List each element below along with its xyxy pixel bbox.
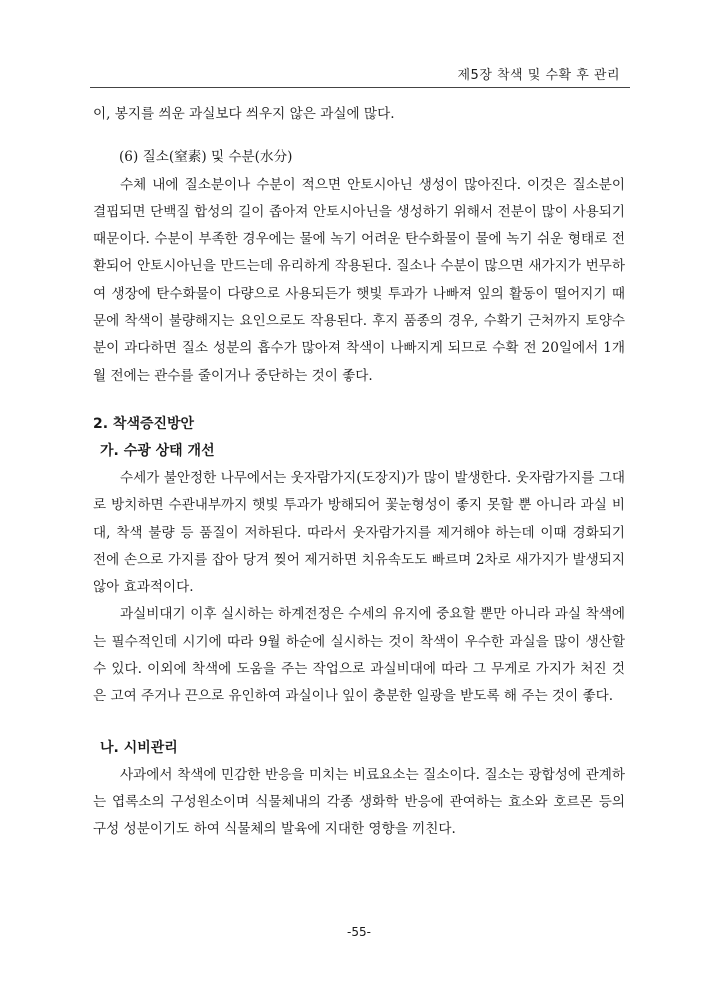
- item-ga-paragraph-2: 과실비대기 이후 실시하는 하계전정은 수세의 유지에 중요할 뿐만 아니라 과실 착색에는 필수적인데 시기에 따라 9월 하순에 실시하는 것이 착색이 우수한 과실을 많이 생산할 수 있다. 이외에 착색에 도움을 주는 작업으로 과실비대에 따라 그 무게로 가지가 처진 것은 고여 주거나 끈으로 유인하여 과실이나 잎이 충분한 일광을 받도록 해 주는 것이 좋다.: [93, 606, 625, 705]
- nitrogen-water-paragraph: 수체 내에 질소분이나 수분이 적으면 안토시아닌 생성이 많아진다. 이것은 질소분이 결핍되면 단백질 합성의 길이 좁아져 안토시아닌을 생성하기 위해서 전분이 많이 사용되기 때문이다. 수분이 부족한 경우에는 물에 녹기 어려운 탄수화물이 물에 녹기 쉬운 형태로 전환되어 안토시아닌을 만드는데 유리하게 작용된다. 질소나 수분이 많으면 새가지가 번무하여 생장에 탄수화물이 다량으로 사용되든가 햇빛 투과가 나빠져 잎의 활동이 떨어지기 때문에 착색이 불량해지는 요인으로도 작용된다. 후지 품종의 경우, 수확기 근처까지 토양수분이 과다하면 질소 성분의 흡수가 많아져 착색이 나빠지게 되므로 수확 전 20일에서 1개월 전에는 관수를 줄이거나 중단하는 것이 좋다.: [93, 176, 625, 384]
- nitrogen-water-heading: (6) 질소(窒素) 및 수분(水分): [119, 149, 293, 166]
- page-body: [93, 101, 625, 844]
- header-divider: [90, 87, 630, 88]
- item-na-heading: 나. 시비관리: [100, 739, 178, 756]
- section-2-heading: 2. 착색증진방안: [93, 415, 195, 432]
- page-number: -55-: [347, 925, 371, 939]
- item-ga-paragraph-1: 수세가 불안정한 나무에서는 웃자람가지(도장지)가 많이 발생한다. 웃자람가지를 그대로 방치하면 수관내부까지 햇빛 투과가 방해되어 꽃눈형성이 좋지 못할 뿐 아니라 과실 비대, 착색 불량 등 품질이 저하된다. 따라서 웃자람가지를 제거해야 하는데 이때 경화되기 전에 손으로 가지를 잡아 당겨 찢어 제거하면 치유속도도 빠르며 2차로 새가지가 발생되지 않아 효과적이다.: [93, 469, 625, 596]
- chapter-header: 제5장 착색 및 수확 후 관리: [457, 68, 620, 83]
- item-ga-heading: 가. 수광 상태 개선: [100, 442, 215, 459]
- item-na-paragraph-1: 사과에서 착색에 민감한 반응을 미치는 비료요소는 질소이다. 질소는 광합성에 관계하는 엽록소의 구성원소이며 식물체내의 각종 생화학 반응에 관여하는 효소와 호르몬 등의 구성 성분이기도 하여 식물체의 발육에 지대한 영향을 끼친다.: [93, 766, 625, 838]
- continuation-paragraph: 이, 봉지를 씌운 과실보다 씌우지 않은 과실에 많다.: [93, 106, 395, 122]
